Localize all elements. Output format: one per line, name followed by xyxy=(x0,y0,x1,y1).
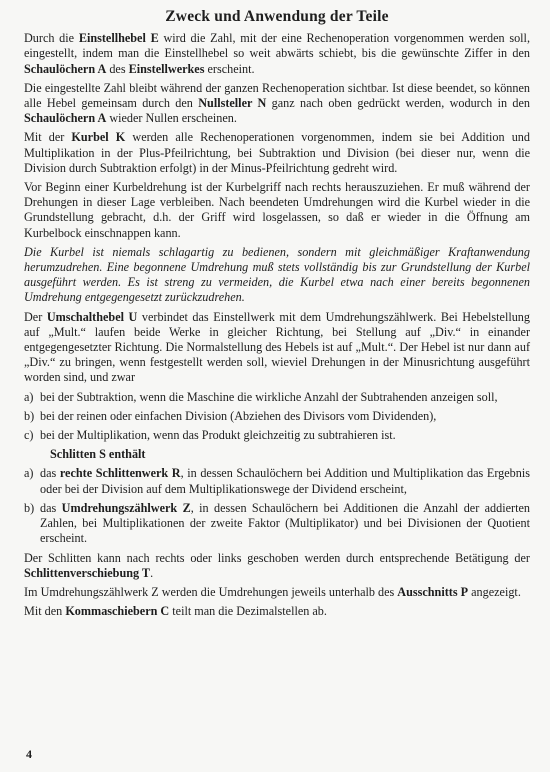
paragraph-warning: Die Kurbel ist niemals schlagartig zu bedienen, sondern mit gleichmäßiger Kraftanwendung herumzudrehen. Eine begonnene Umdrehung muß stets vollständig bis zur Grundstellung der Kurbel ausgeführt werden. Es ist streng zu vermeiden, die Kurbel etwa nach einer bereits begonnenen Umdrehung entgegengesetzt zurückzudrehen. xyxy=(24,244,530,305)
list-item: b) bei der reinen oder einfachen Division (Abziehen des Divisors vom Dividenden), xyxy=(24,408,437,423)
term-einstellhebel: Einstellhebel E xyxy=(78,31,159,46)
list-item: a) das rechte Schlittenwerk R, in dessen Schaulöchern bei Addition und Multiplikation das Ergebnis oder bei der Division auf dem Multiplikationswege der Dividend erscheint, xyxy=(24,466,530,496)
paragraph-kurbel: Mit der Kurbel K werden alle Rechenoperationen vorgenommen, indem sie bei Addition und Multiplikation in der Plus-Pfeilrichtung, bei Subtraktion und Division (bei dieser nur, wenn die Division durch Subtraktion erfolgt) in der Minus-Pfeilrichtung gedreht wird. xyxy=(24,130,530,175)
list-item: b) das Umdrehungszählwerk Z, in dessen Schaulöchern bei Additionen die Anzahl der addierten Zahlen, bei Multiplikationen der zweite Faktor (Multiplikator) und bei Divisionen der Quotient erscheint. xyxy=(24,500,530,546)
term-nullsteller: Nullsteller N xyxy=(198,96,267,111)
term-kommaschieber: Kommaschiebern C xyxy=(65,604,170,619)
term-umdrehungszaehlwerk: Umdrehungszählwerk Z xyxy=(61,500,191,515)
page-title: Zweck und Anwendung der Teile xyxy=(165,8,389,25)
term-umschalthebel: Umschalthebel U xyxy=(46,309,138,324)
list-item: a) bei der Subtraktion, wenn die Maschine die wirkliche Anzahl der Subtrahenden anzeigen soll, xyxy=(24,389,498,404)
list-item: c) bei der Multiplikation, wenn das Produkt gleichzeitig zu subtrahieren ist. xyxy=(24,428,396,443)
term-schauloecher: Schaulöchern A xyxy=(24,61,107,76)
term-schauloecher: Schaulöchern A xyxy=(24,111,107,126)
paragraph-kurbeldrehung: Vor Beginn einer Kurbeldrehung ist der Kurbelgriff nach rechts herauszuziehen. Er muß während der Drehungen in dieser Lage verbleiben. Nach beendeten Umdrehungen wird die Kurbel wieder in die Grundstellung gebracht, d.h. der Griff wird losgelassen, so daß er wieder in die Öffnung am Kurbelbock einschnappen kann. xyxy=(24,180,530,240)
page-number: 4 xyxy=(26,747,32,761)
list-schlitten-parts xyxy=(24,466,530,546)
list-umschalt-cases xyxy=(24,390,530,444)
paragraph-ausschnitt: Im Umdrehungszählwerk Z werden die Umdrehungen jeweils unterhalb des Ausschnitts P angezeigt. xyxy=(24,584,521,599)
paragraph-nullsteller: Die eingestellte Zahl bleibt während der ganzen Rechenoperation sichtbar. Ist diese beendet, so können alle Hebel gemeinsam durch den Nullsteller N ganz nach oben gedrückt werden, wodurch in den Schaulöchern A wieder Nullen erscheinen. xyxy=(24,80,530,126)
term-schlittenwerk: rechte Schlittenwerk R xyxy=(59,466,181,481)
subheading-schlitten: Schlitten S enthält xyxy=(50,447,146,462)
paragraph-kommaschieber: Mit den Kommaschiebern C teilt man die Dezimalstellen ab. xyxy=(24,604,327,619)
term-kurbel: Kurbel K xyxy=(71,130,126,145)
paragraph-einstellhebel: Durch die Einstellhebel E wird die Zahl, mit der eine Rechenoperation vorgenommen werden soll, eingestellt, indem man die Einstellhebel so weit abwärts schiebt, bis die gewünschte Ziffer in den Schaulöchern A des Einstellwerkes erscheint. xyxy=(24,31,530,76)
term-einstellwerk: Einstellwerkes xyxy=(128,61,205,76)
term-ausschnitt: Ausschnitts P xyxy=(397,584,469,599)
paragraph-umschalthebel: Der Umschalthebel U verbindet das Einstellwerk mit dem Umdrehungszählwerk. Bei Hebelstellung auf „Mult.“ laufen beide Werke in gleicher Richtung, bei Stellung auf „Div.“ in einander entgegengesetzter Richtung. Die Normalstellung des Hebels ist auf „Mult.“. Der Hebel ist nur dann auf „Div.“ zu bringen, wenn festgestellt werden soll, wieviel Drehungen in der Minusrichtung ausgeführt worden sind, und zwar xyxy=(24,309,530,385)
term-schlittenverschiebung: Schlittenverschiebung T xyxy=(24,565,151,580)
paragraph-schlittenverschiebung: Der Schlitten kann nach rechts oder links geschoben werden durch entsprechende Betätigung der Schlittenverschiebung T. xyxy=(24,550,530,580)
